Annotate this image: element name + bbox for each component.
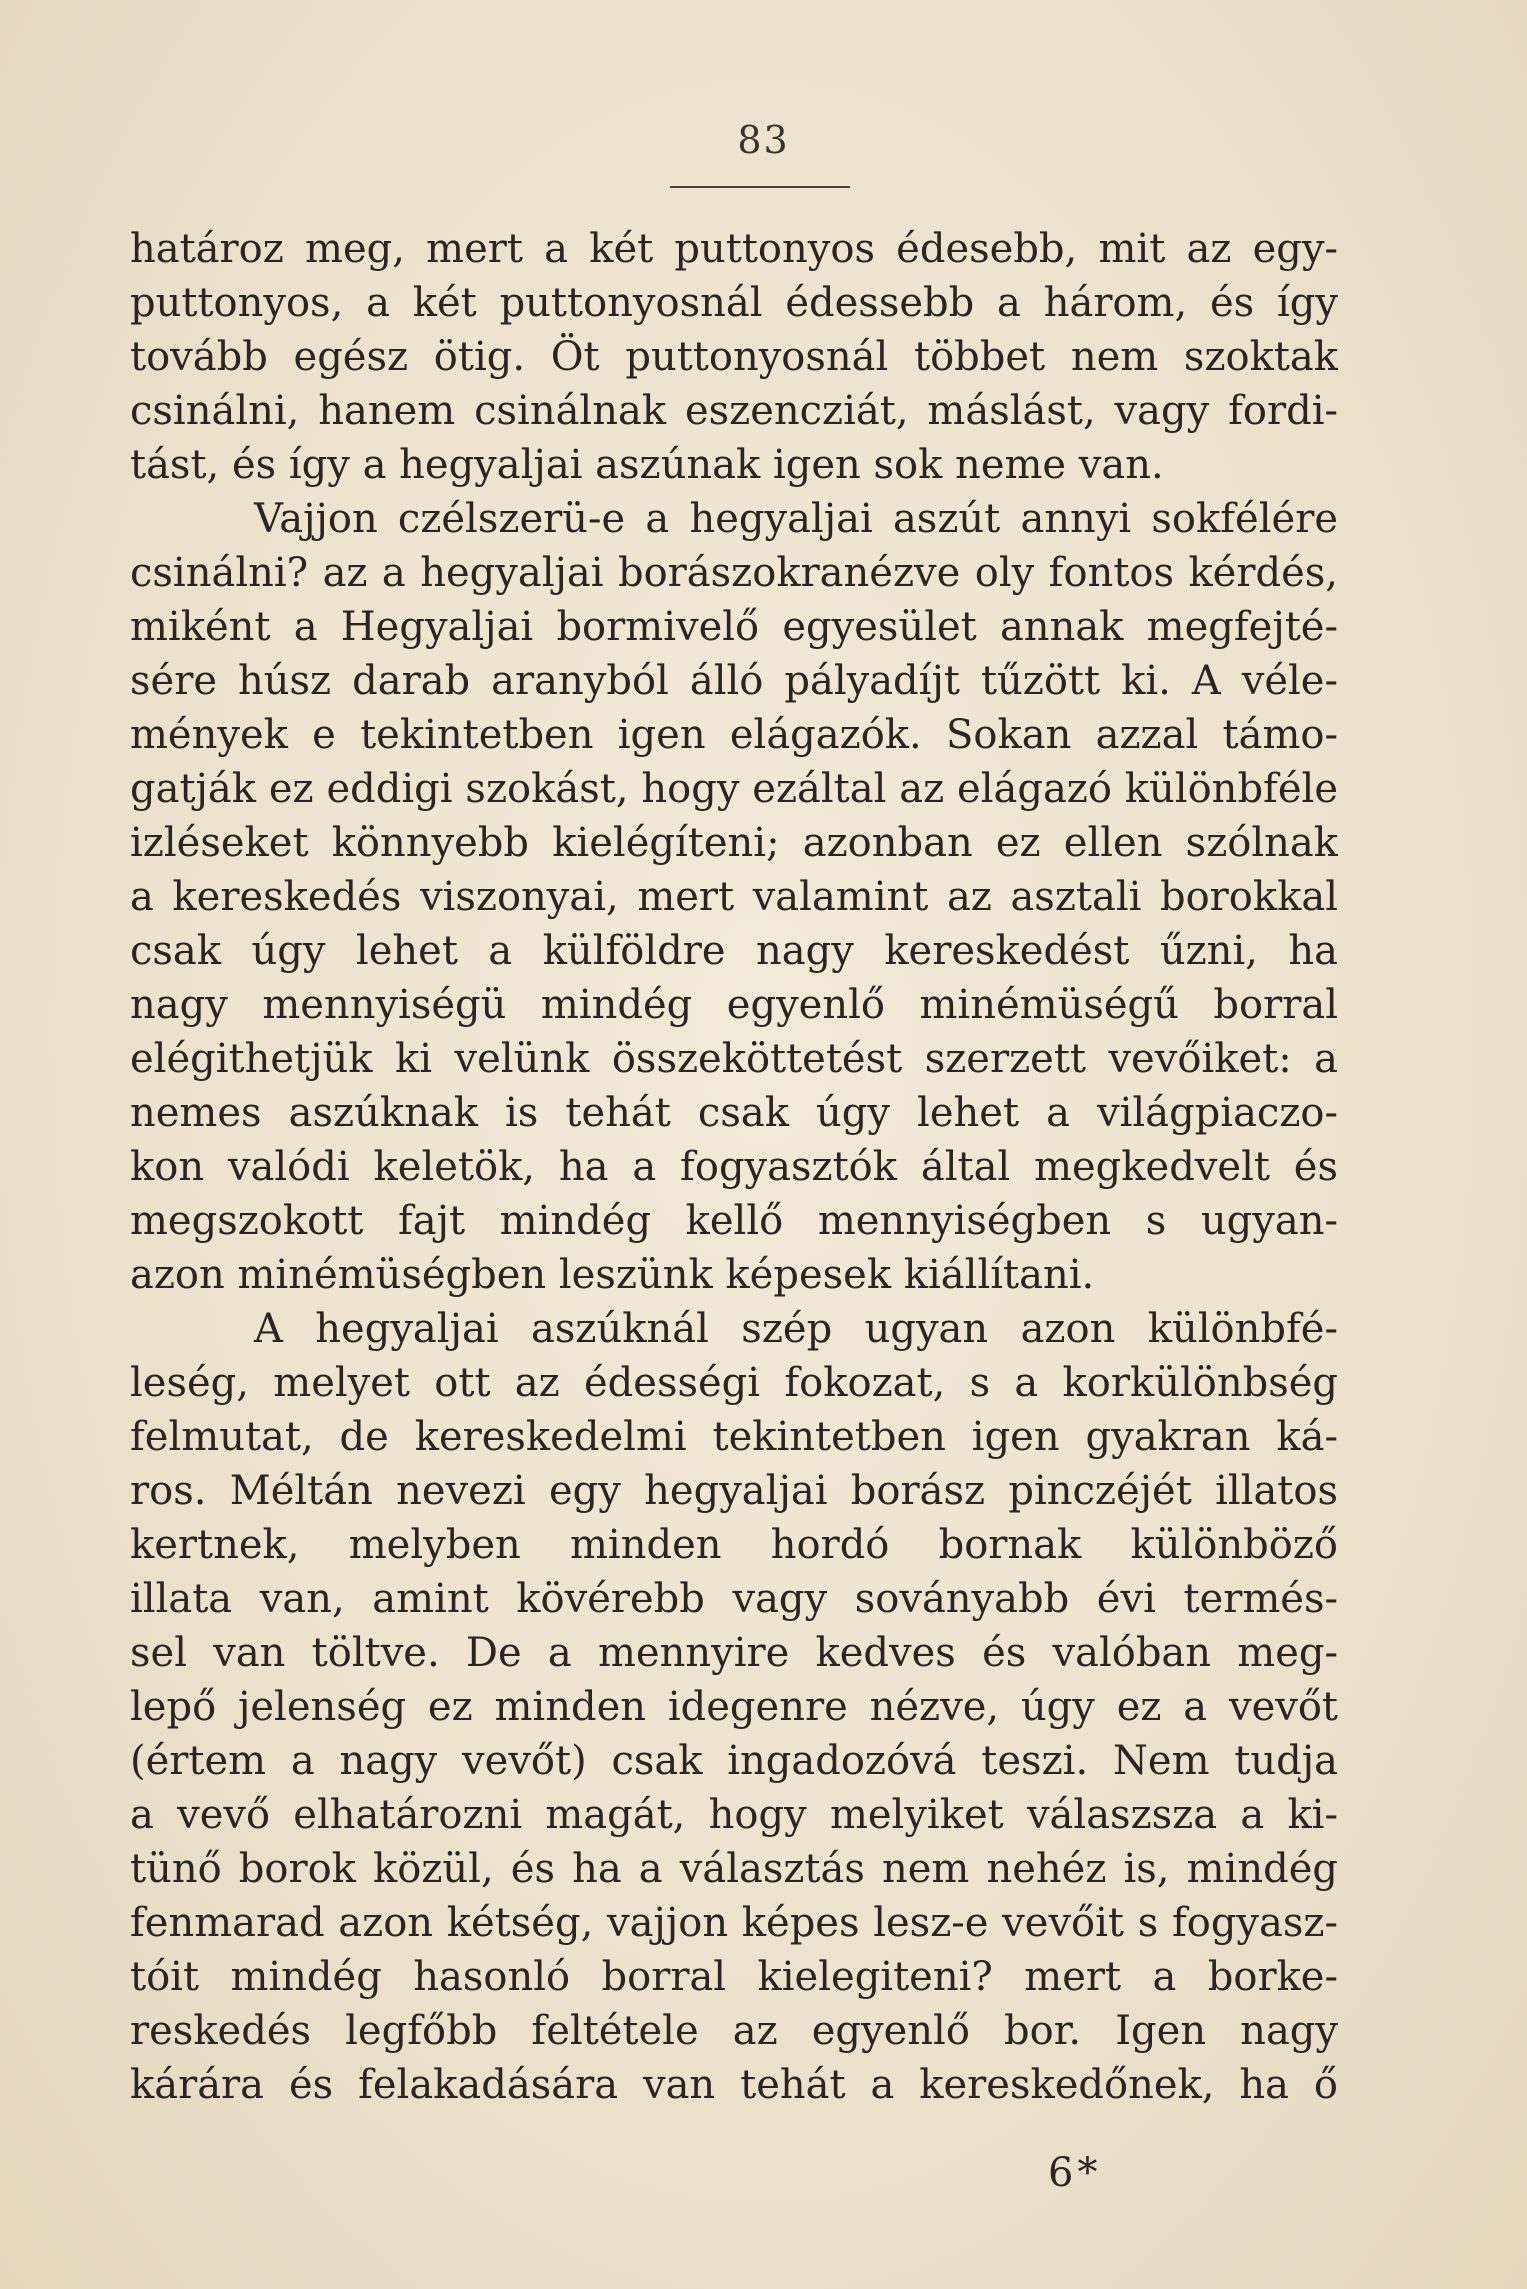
text-line: felmutat, de kereskedelmi tekintetben igen gyakran ká- (130, 1414, 1338, 1460)
text-line: leség, melyet ott az édességi fokozat, s a korkülönbség (130, 1360, 1338, 1406)
text-line: nagy mennyiségü mindég egyenlő minémüségű borral (130, 982, 1338, 1028)
text-line: ros. Méltán nevezi egy hegyaljai borász pinczéjét illatos (130, 1468, 1338, 1514)
text-line: határoz meg, mert a két puttonyos édesebb, mit az egy- (130, 226, 1338, 272)
text-line: a kereskedés viszonyai, mert valamint az asztali borokkal (130, 874, 1338, 920)
text-line: izléseket könnyebb kielégíteni; azonban ez ellen szólnak (130, 820, 1338, 866)
text-line: kárára és felakadására van tehát a kereskedőnek, ha ő (130, 2062, 1338, 2108)
text-line: sére húsz darab aranyból álló pályadíjt tűzött ki. A véle- (130, 658, 1338, 704)
text-line: kon valódi keletök, ha a fogyasztók által megkedvelt és (130, 1144, 1338, 1190)
text-line: gatják ez eddigi szokást, hogy ezáltal az elágazó különbféle (130, 766, 1338, 812)
text-line: csinálni? az a hegyaljai borászokranézve oly fontos kérdés, (130, 550, 1338, 596)
text-line: tóit mindég hasonló borral kielegiteni? mert a borke- (130, 1954, 1338, 2000)
text-line: puttonyos, a két puttonyosnál édessebb a három, és így (130, 280, 1338, 326)
text-line: sel van töltve. De a mennyire kedves és valóban meg- (130, 1630, 1338, 1676)
text-line: miként a Hegyaljai bormivelő egyesület annak megfejté- (130, 604, 1338, 650)
body-text (130, 222, 1338, 2112)
text-line: A hegyaljai aszúknál szép ugyan azon különbfé- (254, 1306, 1338, 1352)
text-line: reskedés legfőbb feltétele az egyenlő bor. Igen nagy (130, 2008, 1338, 2054)
text-line: a vevő elhatározni magát, hogy melyiket válaszsza a ki- (130, 1792, 1338, 1838)
text-line: nemes aszúknak is tehát csak úgy lehet a világpiaczo- (130, 1090, 1338, 1136)
text-line: fenmarad azon kétség, vajjon képes lesz-e vevőit s fogyasz- (130, 1900, 1338, 1946)
text-line: kertnek, melyben minden hordó bornak különböző (130, 1522, 1338, 1568)
text-line: illata van, amint kövérebb vagy soványabb évi termés- (130, 1576, 1338, 1622)
text-line: elégithetjük ki velünk összeköttetést szerzett vevőiket: a (130, 1036, 1338, 1082)
header-rule (670, 186, 850, 188)
text-line: (értem a nagy vevőt) csak ingadozóvá teszi. Nem tudja (130, 1738, 1338, 1784)
text-line: tást, és így a hegyaljai aszúnak igen sok neme van. (130, 442, 1164, 488)
text-line: tünő borok közül, és ha a választás nem nehéz is, mindég (130, 1846, 1338, 1892)
text-line: csinálni, hanem csinálnak eszencziát, máslást, vagy fordi- (130, 388, 1338, 434)
text-line: tovább egész ötig. Öt puttonyosnál többet nem szoktak (130, 334, 1338, 380)
text-line: megszokott fajt mindég kellő mennyiségben s ugyan- (130, 1198, 1338, 1244)
page-number: 83 (737, 118, 790, 162)
text-line: csak úgy lehet a külföldre nagy kereskedést űzni, ha (130, 928, 1338, 974)
text-line: lepő jelenség ez minden idegenre nézve, úgy ez a vevőt (130, 1684, 1338, 1730)
text-line: mények e tekintetben igen elágazók. Sokan azzal támo- (130, 712, 1338, 758)
printer-signature-mark: 6* (1048, 2150, 1102, 2196)
text-line: azon minémüségben leszünk képesek kiállítani. (130, 1252, 1095, 1298)
text-line: Vajjon czélszerü-e a hegyaljai aszút annyi sokfélére (254, 496, 1338, 542)
